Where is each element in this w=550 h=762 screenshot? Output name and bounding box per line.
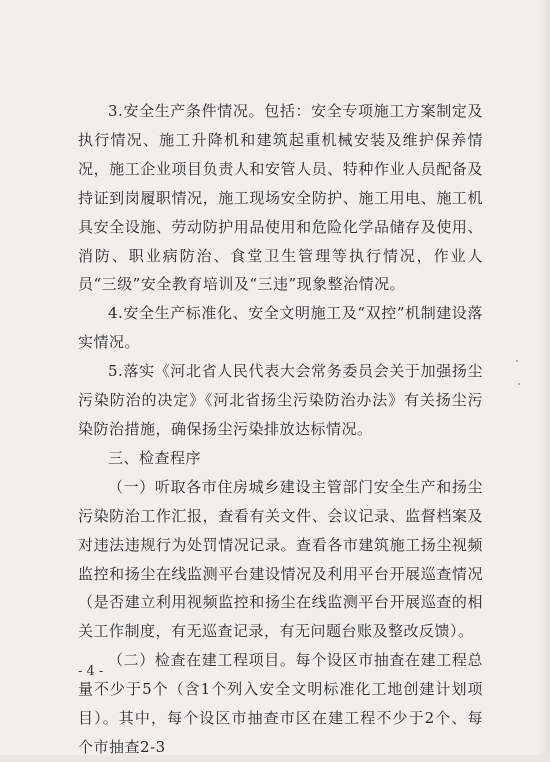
paragraph-procedure-1: （一）听取各市住房城乡建设主管部门安全生产和扬尘污染防治工作汇报，查看有关文件、会议记录、监督档案及对违法违规行为处罚情况记录。查看各市建筑施工扬尘视频监控和扬尘在线监测平台建设情况及利用平台开展巡查情况（是否建立利用视频监控和扬尘在线监测平台开展巡查的相关工作制度，有无巡查记录，有无问题台账及整改反馈）。 (78, 477, 483, 641)
paragraph-procedure-2: （二）检查在建工程项目。每个设区市抽查在建工程总量不少于5个（含1个列入安全文明标准化工地创建计划项目）。其中，每个设区市抽查市区在建工程不少于2个、每个市抽查2-3 (78, 651, 483, 756)
page-edge-shadow (538, 0, 550, 755)
paragraph-safety-conditions: 3.安全生产条件情况。包括：安全专项施工方案制定及执行情况、施工升降机和建筑起重机械安装及维护保养情况，施工企业项目负责人和安管人员、特种作业人员配备及持证到岗履职情况，施工现场安全防护、施工用电、施工机具安全设施、劳动防护用品使用和危险化学品储存及使用、消防、职业病防治、食堂卫生管理等执行情况，作业人员“三级”安全教育培训及“三违”现象整治情况。 (78, 102, 483, 294)
paragraph-dust-control: 5.落实《河北省人民代表大会常务委员会关于加强扬尘污染防治的决定》《河北省扬尘污染防治办法》有关扬尘污染防治措施，确保扬尘污染排放达标情况。 (78, 362, 483, 438)
document-body (78, 97, 483, 762)
scan-speck (518, 383, 520, 385)
section-heading-inspection-procedure: 三、检查程序 (108, 448, 202, 467)
scan-speck (516, 360, 518, 362)
page-number: - 4 - (78, 664, 104, 679)
paragraph-standardization: 4.安全生产标准化、安全文明施工及“双控”机制建设落实情况。 (78, 304, 483, 352)
